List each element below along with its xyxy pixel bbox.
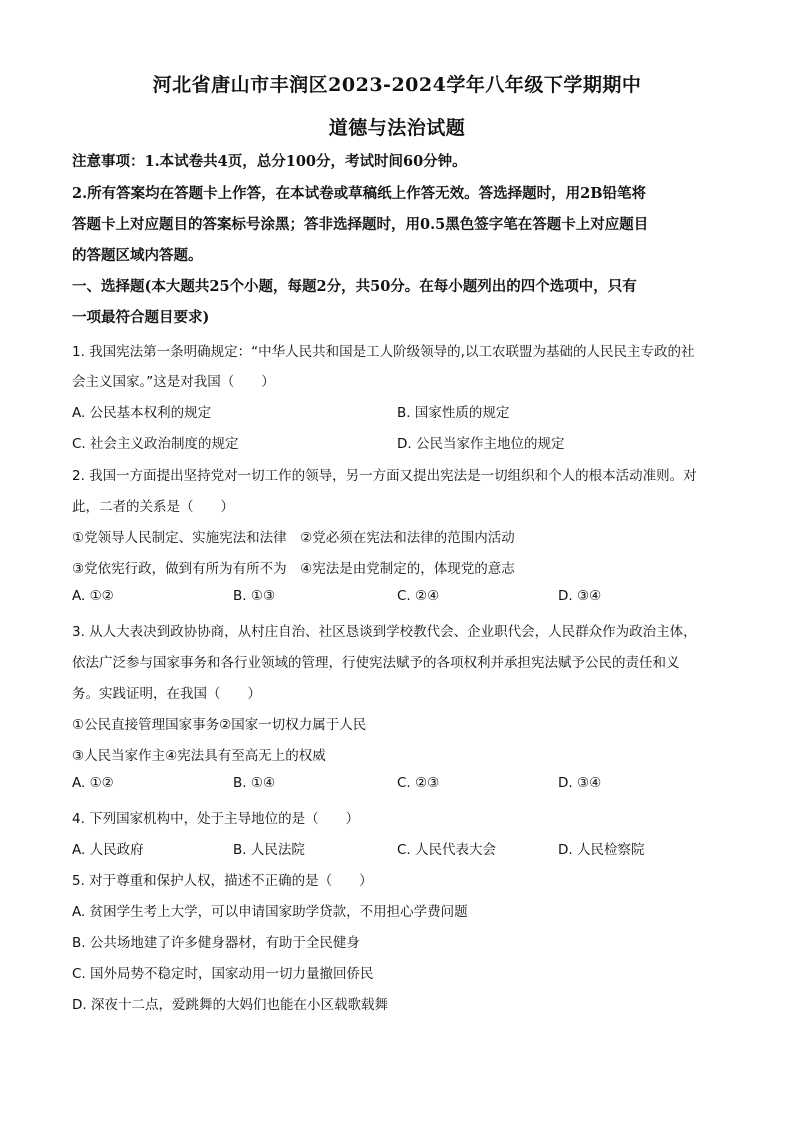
notice-line: 2.所有答案均在答题卡上作答，在本试卷或草稿纸上作答无效。答选择题时，用2B铅笔将 [72, 185, 646, 202]
question-4-option-a: A. 人民政府 [72, 842, 144, 858]
question-1-option-c: C. 社会主义政治制度的规定 [72, 436, 239, 452]
question-1-text: 会主义国家。”这是对我国（ ） [72, 374, 275, 390]
question-1-option-b: B. 国家性质的规定 [397, 405, 510, 421]
question-2-option-b: B. ①③ [233, 588, 276, 604]
question-3-option-a: A. ①② [72, 775, 114, 791]
question-2-option-c: C. ②④ [397, 588, 440, 604]
question-3-option-b: B. ①④ [233, 775, 276, 791]
question-3-option-c: C. ②③ [397, 775, 440, 791]
question-2-option-d: D. ③④ [558, 588, 602, 604]
question-5-text: 5. 对于尊重和保护人权，描述不正确的是（ ） [72, 873, 373, 889]
question-2-text: 2. 我国一方面提出坚持党对一切工作的领导，另一方面又提出宪法是一切组织和个人的根本活动准则。对 [72, 468, 697, 484]
question-1-text: 1. 我国宪法第一条明确规定：“中华人民共和国是工人阶级领导的,以工农联盟为基础的人民民主专政的社 [72, 344, 695, 360]
question-2-statement: ③党依宪行政，做到有所为有所不为 ④宪法是由党制定的，体现党的意志 [72, 561, 515, 577]
question-3-text: 依法广泛参与国家事务和各行业领域的管理，行使宪法赋予的各项权利并承担宪法赋予公民的责任和义 [72, 655, 680, 671]
question-5-option-c: C. 国外局势不稳定时，国家动用一切力量撤回侨民 [72, 966, 374, 982]
question-5-option-d: D. 深夜十二点，爱跳舞的大妈们也能在小区载歌载舞 [72, 997, 388, 1013]
question-3-text: 3. 从人大表决到政协协商，从村庄自治、社区恳谈到学校教代会、企业职代会，人民群众作为政治主体， [72, 624, 697, 640]
question-2-option-a: A. ①② [72, 588, 114, 604]
exam-subtitle: 道德与法治试题 [328, 117, 466, 139]
exam-title: 河北省唐山市丰润区2023-2024学年八年级下学期期中 [152, 74, 642, 96]
question-5-option-b: B. 公共场地建了许多健身器材，有助于全民健身 [72, 935, 360, 951]
question-1-option-a: A. 公民基本权利的规定 [72, 405, 212, 421]
question-4-option-d: D. 人民检察院 [558, 842, 645, 858]
section-heading: 一、选择题(本大题共25个小题，每题2分，共50分。在每小题列出的四个选项中，只有 [72, 278, 637, 295]
section-heading: 一项最符合题目要求) [72, 309, 210, 326]
question-5-option-a: A. 贫困学生考上大学，可以申请国家助学贷款，不用担心学费问题 [72, 904, 468, 920]
notice-line: 注意事项：1.本试卷共4页，总分100分，考试时间60分钟。 [72, 153, 467, 170]
question-2-statement: ①党领导人民制定、实施宪法和法律 ②党必须在宪法和法律的范围内活动 [72, 530, 515, 546]
question-4-option-c: C. 人民代表大会 [397, 842, 497, 858]
notice-line: 答题卡上对应题目的答案标号涂黑；答非选择题时，用0.5黑色签字笔在答题卡上对应题目 [72, 216, 649, 233]
question-1-option-d: D. 公民当家作主地位的规定 [397, 436, 565, 452]
notice-line: 的答题区域内答题。 [72, 247, 203, 264]
question-3-statement: ③人民当家作主④宪法具有至高无上的权威 [72, 748, 326, 764]
question-4-text: 4. 下列国家机构中，处于主导地位的是（ ） [72, 811, 360, 827]
question-3-text: 务。实践证明，在我国（ ） [72, 686, 261, 702]
question-2-text: 此，二者的关系是（ ） [72, 499, 234, 515]
question-3-statement: ①公民直接管理国家事务②国家一切权力属于人民 [72, 717, 367, 733]
question-3-option-d: D. ③④ [558, 775, 602, 791]
question-4-option-b: B. 人民法院 [233, 842, 305, 858]
